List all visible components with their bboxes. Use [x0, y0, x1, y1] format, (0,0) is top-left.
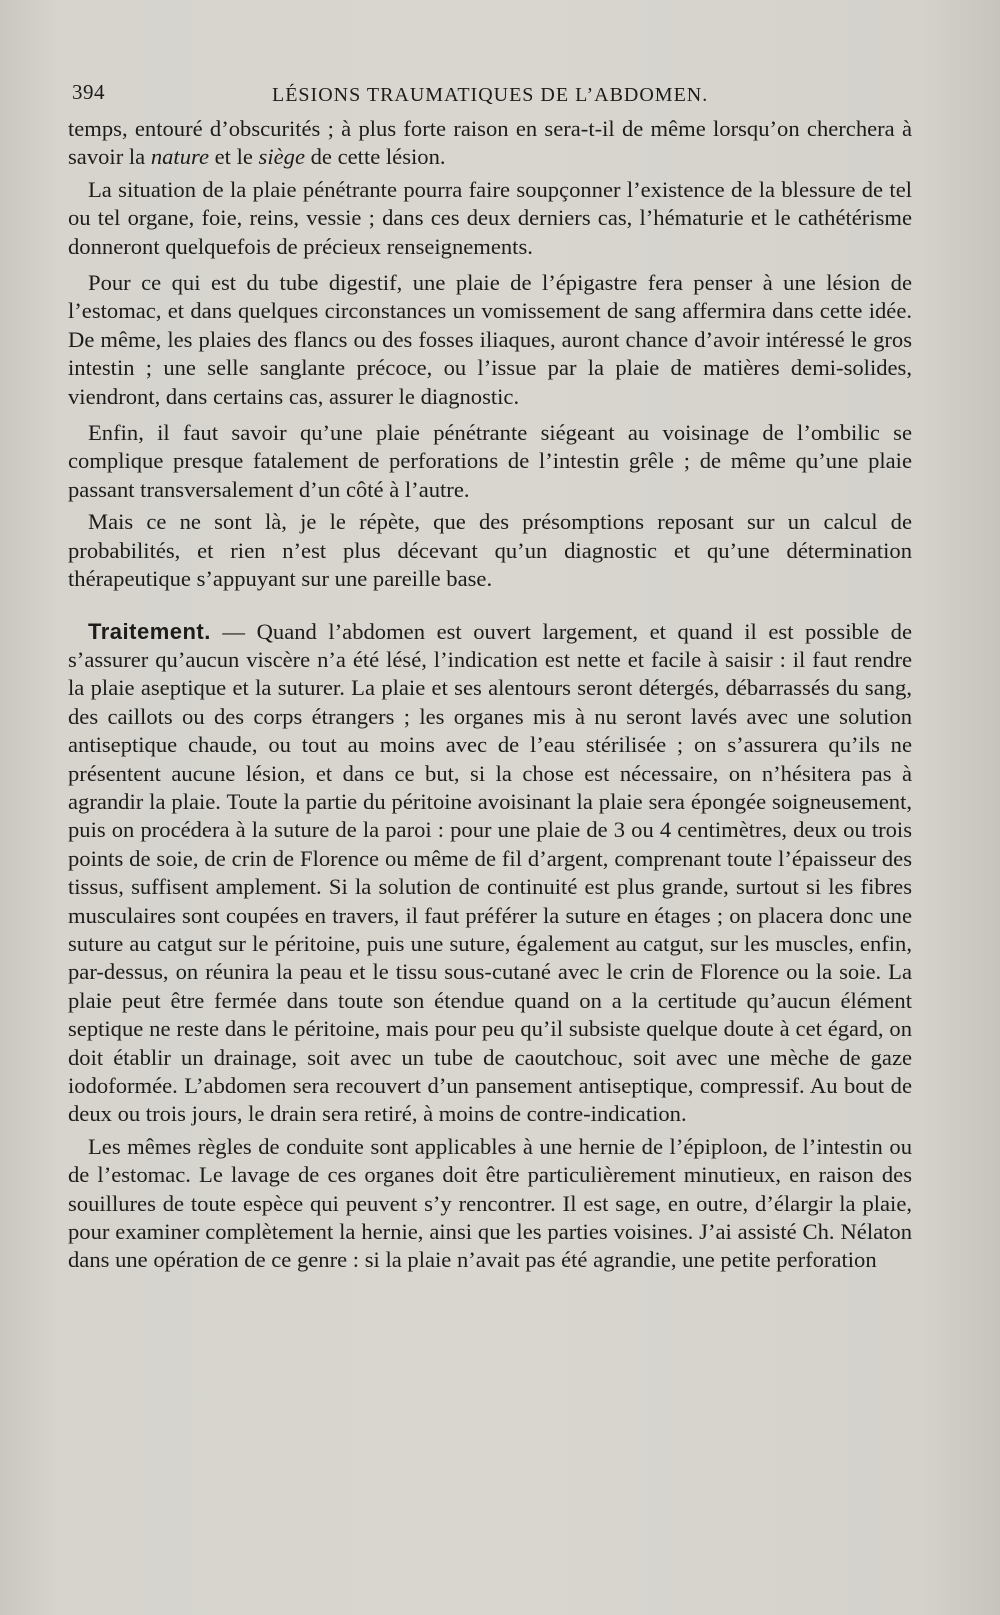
body-text [68, 115, 912, 1275]
paragraph-5: Mais ce ne sont là, je le répète, que des présomptions reposant sur un calcul de probabilités, et rien n’est plus décevant qu’un diagnostic et qu’une détermination thérapeutique s’appuyant sur une pareille base. [68, 509, 912, 592]
running-head [72, 80, 912, 110]
paragraph-1 [68, 115, 912, 172]
paragraph-4: Enfin, il faut savoir qu’une plaie pénétrante siégeant au voisinage de l’ombilic se complique presque fatalement de perforations de l’intestin grêle ; de même qu’une plaie passant transversalement d’un côté à l’autre. [68, 420, 912, 502]
nature-emphasis: nature [150, 144, 209, 170]
paragraph-7: Les mêmes règles de conduite sont applicables à une hernie de l’épiploon, de l’intestin ou de l’estomac. Le lavage de ces organes doit être particulièrement minutieux, en raison des souillures de toute espèce qui peuvent s’y rencontrer. Il est sage, en outre, d’élargir la plaie, pour examiner complètement la hernie, ainsi que les parties voisines. J’ai assisté Ch. Nélaton dans une opération de ce genre : si la plaie n’avait pas été agrandie, une petite perforation [68, 1133, 912, 1273]
page-number: 394 [72, 80, 105, 104]
paragraph-traitement-text: — Quand l’abdomen est ouvert largement, et quand il est possible de s’assurer qu’aucun viscère n’a été lésé, l’indication est nette et facile à saisir : il faut rendre la plaie aseptique et la suturer. La plaie et ses alentours seront détergés, débarrassés du sang, des caillots ou des corps étrangers ; les organes mis à nu seront lavés avec une solution antiseptique chaude, ou tout au moins avec de l’eau stérilisée ; on s’assurera qu’ils ne présentent aucune lésion, et dans ce but, si la chose est nécessaire, on n’hésitera pas à agrandir la plaie. Toute la partie du péritoine avoisinant la plaie sera épongée soigneusement, puis on procédera à la suture de la paroi : pour une plaie de 3 ou 4 centimètres, deux ou trois points de soie, de crin de Florence ou même de fil d’argent, comprenant toute l’épaisseur des tissus, suffisent amplement. Si la solution de continuité est plus grande, surtout si les fibres musculaires sont coupées en travers, il faut préférer la suture en étages ; on placera donc une suture au catgut sur le péritoine, puis une suture, également au catgut, sur les muscles, enfin, par-dessus, on réunira la peau et le tissu sous-cutané avec le crin de Florence ou la soie. La plaie peut être fermée dans toute son étendue quand on a la certitude qu’aucun élément septique ne reste dans le péritoine, mais pour peu qu’il subsiste quelque doute à cet égard, on doit établir un drainage, soit avec un tube de caoutchouc, soit avec une mèche de gaze iodoformée. L’abdomen sera recouvert d’un pansement antiseptique, compressif. Au bout de deux ou trois jours, le drain sera retiré, à moins de contre-indication. [68, 618, 912, 1127]
paragraph-2: La situation de la plaie pénétrante pourra faire soupçonner l’existence de la blessure de tel ou tel organe, foie, reins, vessie ; dans ces deux derniers cas, l’hématurie et le cathétérisme donneront quelquefois de précieux renseignements. [68, 176, 912, 259]
section-title-traitement: Traitement. [88, 618, 211, 644]
paragraph-3: Pour ce qui est du tube digestif, une plaie de l’épigastre fera penser à une lésion de l’estomac, et dans quelques circonstances un vomissement de sang affermira dans cette idée. De même, les plaies des flancs ou des fosses iliaques, auront chance d’avoir intéressé le gros intestin ; une selle sanglante précoce, ou l’issue par la plaie de matières demi-solides, viendront, dans certains cas, assurer le diagnostic. [68, 270, 912, 409]
paragraph-traitement [68, 618, 912, 1129]
header-title: LÉSIONS TRAUMATIQUES DE L’ABDOMEN. [272, 84, 709, 106]
paragraph-1-text-b: et le [208, 144, 259, 170]
paragraph-1-text-a: temps, entouré d’obscurités ; à plus forte raison en sera-t-il de même lorsqu’on cherchera à savoir la [68, 116, 912, 170]
paragraph-1-text-c: de cette lésion. [304, 144, 446, 170]
siege-emphasis: siège [258, 144, 305, 170]
